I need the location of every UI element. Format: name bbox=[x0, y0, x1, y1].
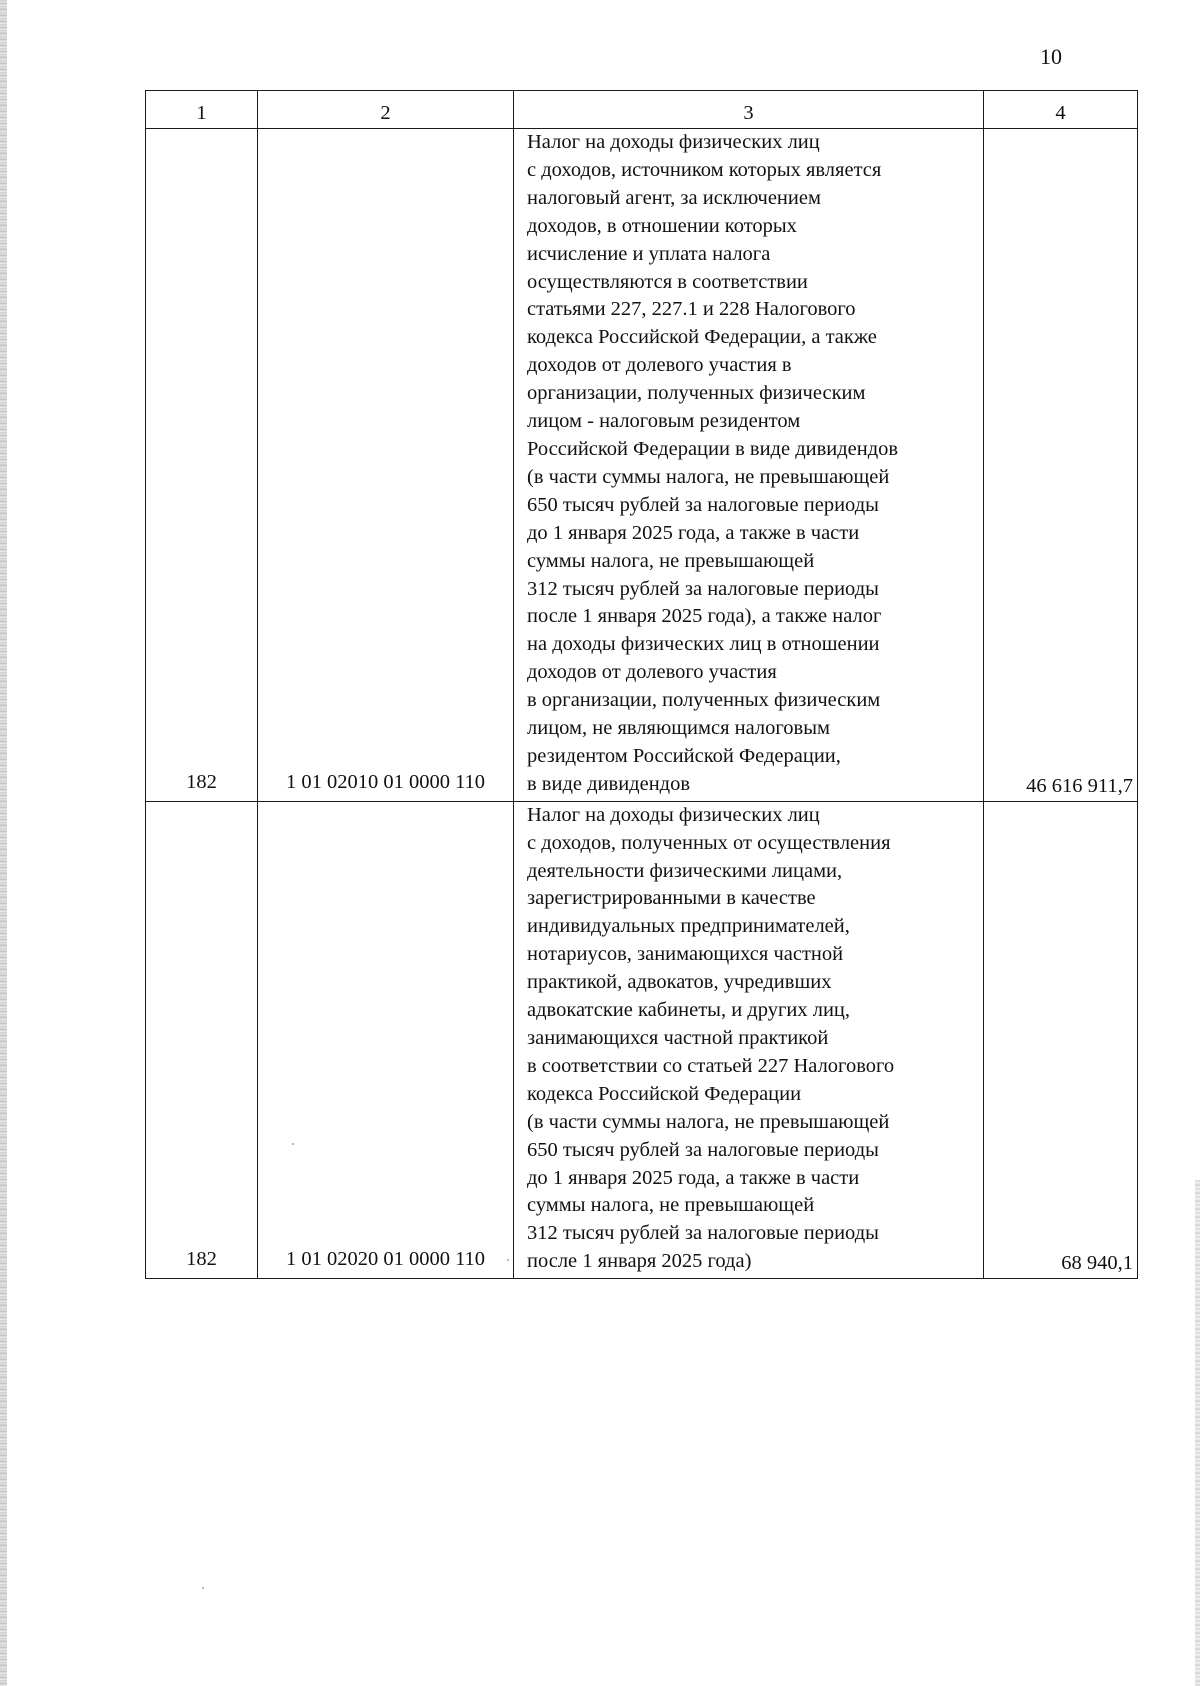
column-header-2: 2 bbox=[258, 91, 514, 129]
text-line: резидентом Российской Федерации, bbox=[527, 744, 841, 767]
text-line: после 1 января 2025 года) bbox=[527, 1250, 752, 1273]
text-line: нотариусов, занимающихся частной bbox=[527, 943, 844, 966]
scan-edge-left bbox=[0, 0, 7, 1686]
text-line: до 1 января 2025 года, а также в части bbox=[527, 1166, 860, 1189]
revenue-name-cell bbox=[514, 129, 984, 802]
text-line: деятельности физическими лицами, bbox=[527, 859, 843, 882]
text-line: Налог на доходы физических лиц bbox=[527, 131, 820, 153]
text-line: зарегистрированными в качестве bbox=[527, 887, 816, 910]
table-row bbox=[146, 801, 1138, 1278]
text-line: 312 тысяч рублей за налоговые периоды bbox=[527, 577, 879, 600]
text-line: суммы налога, не превышающей bbox=[527, 1194, 815, 1217]
text-line: лицом, не являющимся налоговым bbox=[527, 717, 830, 740]
text-line: Российской Федерации в виде дивидендов bbox=[527, 437, 899, 460]
text-line: адвокатские кабинеты, и других лиц, bbox=[527, 999, 851, 1022]
text-line: практикой, адвокатов, учредивших bbox=[527, 971, 832, 994]
page-number: 10 bbox=[1040, 44, 1062, 69]
text-line: с доходов, полученных от осуществления bbox=[527, 831, 891, 854]
scan-speck bbox=[202, 1587, 204, 1589]
text-line: на доходы физических лиц в отношении bbox=[527, 633, 880, 656]
budget-code-cell: 1 01 02010 01 0000 110 bbox=[258, 129, 514, 802]
admin-code-cell: 182 bbox=[146, 801, 258, 1278]
column-header-3: 3 bbox=[514, 91, 984, 129]
text-line: доходов от долевого участия в bbox=[527, 354, 792, 377]
text-line: 312 тысяч рублей за налоговые периоды bbox=[527, 1222, 879, 1245]
text-line: налоговый агент, за исключением bbox=[527, 186, 821, 209]
text-line: кодекса Российской Федерации bbox=[527, 1082, 802, 1105]
text-line: (в части суммы налога, не превышающей bbox=[527, 1110, 890, 1133]
budget-code-cell: 1 01 02020 01 0000 110 bbox=[258, 801, 514, 1278]
admin-code-cell: 182 bbox=[146, 129, 258, 802]
scan-speck bbox=[507, 1259, 509, 1261]
revenue-table bbox=[145, 90, 1138, 1279]
column-header-4: 4 bbox=[984, 91, 1138, 129]
column-header-1: 1 bbox=[146, 91, 258, 129]
text-line: (в части суммы налога, не превышающей bbox=[527, 465, 890, 488]
table-header-row bbox=[146, 91, 1138, 129]
text-line: Налог на доходы физических лиц bbox=[527, 803, 820, 826]
table-row bbox=[146, 129, 1138, 802]
text-line: доходов, в отношении которых bbox=[527, 214, 797, 237]
text-line: индивидуальных предпринимателей, bbox=[527, 915, 850, 938]
text-line: после 1 января 2025 года), а также налог bbox=[527, 605, 882, 628]
scan-edge-right bbox=[1195, 1180, 1200, 1686]
text-line: до 1 января 2025 года, а также в части bbox=[527, 521, 860, 544]
text-line: исчисление и уплата налога bbox=[527, 242, 771, 265]
revenue-name-cell bbox=[514, 801, 984, 1278]
amount-cell: 68 940,1 bbox=[984, 801, 1138, 1278]
text-line: организации, полученных физическим bbox=[527, 382, 866, 405]
text-line: в организации, полученных физическим bbox=[527, 689, 881, 712]
text-line: в виде дивидендов bbox=[527, 772, 691, 795]
text-line: 650 тысяч рублей за налоговые периоды bbox=[527, 1138, 879, 1161]
text-line: с доходов, источником которых является bbox=[527, 158, 882, 181]
text-line: суммы налога, не превышающей bbox=[527, 549, 815, 572]
text-line: лицом - налоговым резидентом bbox=[527, 410, 801, 433]
text-line: осуществляются в соответствии bbox=[527, 270, 808, 293]
text-line: 650 тысяч рублей за налоговые периоды bbox=[527, 493, 879, 516]
text-line: кодекса Российской Федерации, а также bbox=[527, 326, 877, 349]
scan-speck bbox=[292, 1143, 294, 1145]
text-line: в соответствии со статьей 227 Налогового bbox=[527, 1054, 895, 1077]
text-line: статьями 227, 227.1 и 228 Налогового bbox=[527, 298, 856, 321]
text-line: доходов от долевого участия bbox=[527, 661, 777, 684]
amount-cell: 46 616 911,7 bbox=[984, 129, 1138, 802]
text-line: занимающихся частной практикой bbox=[527, 1027, 829, 1049]
